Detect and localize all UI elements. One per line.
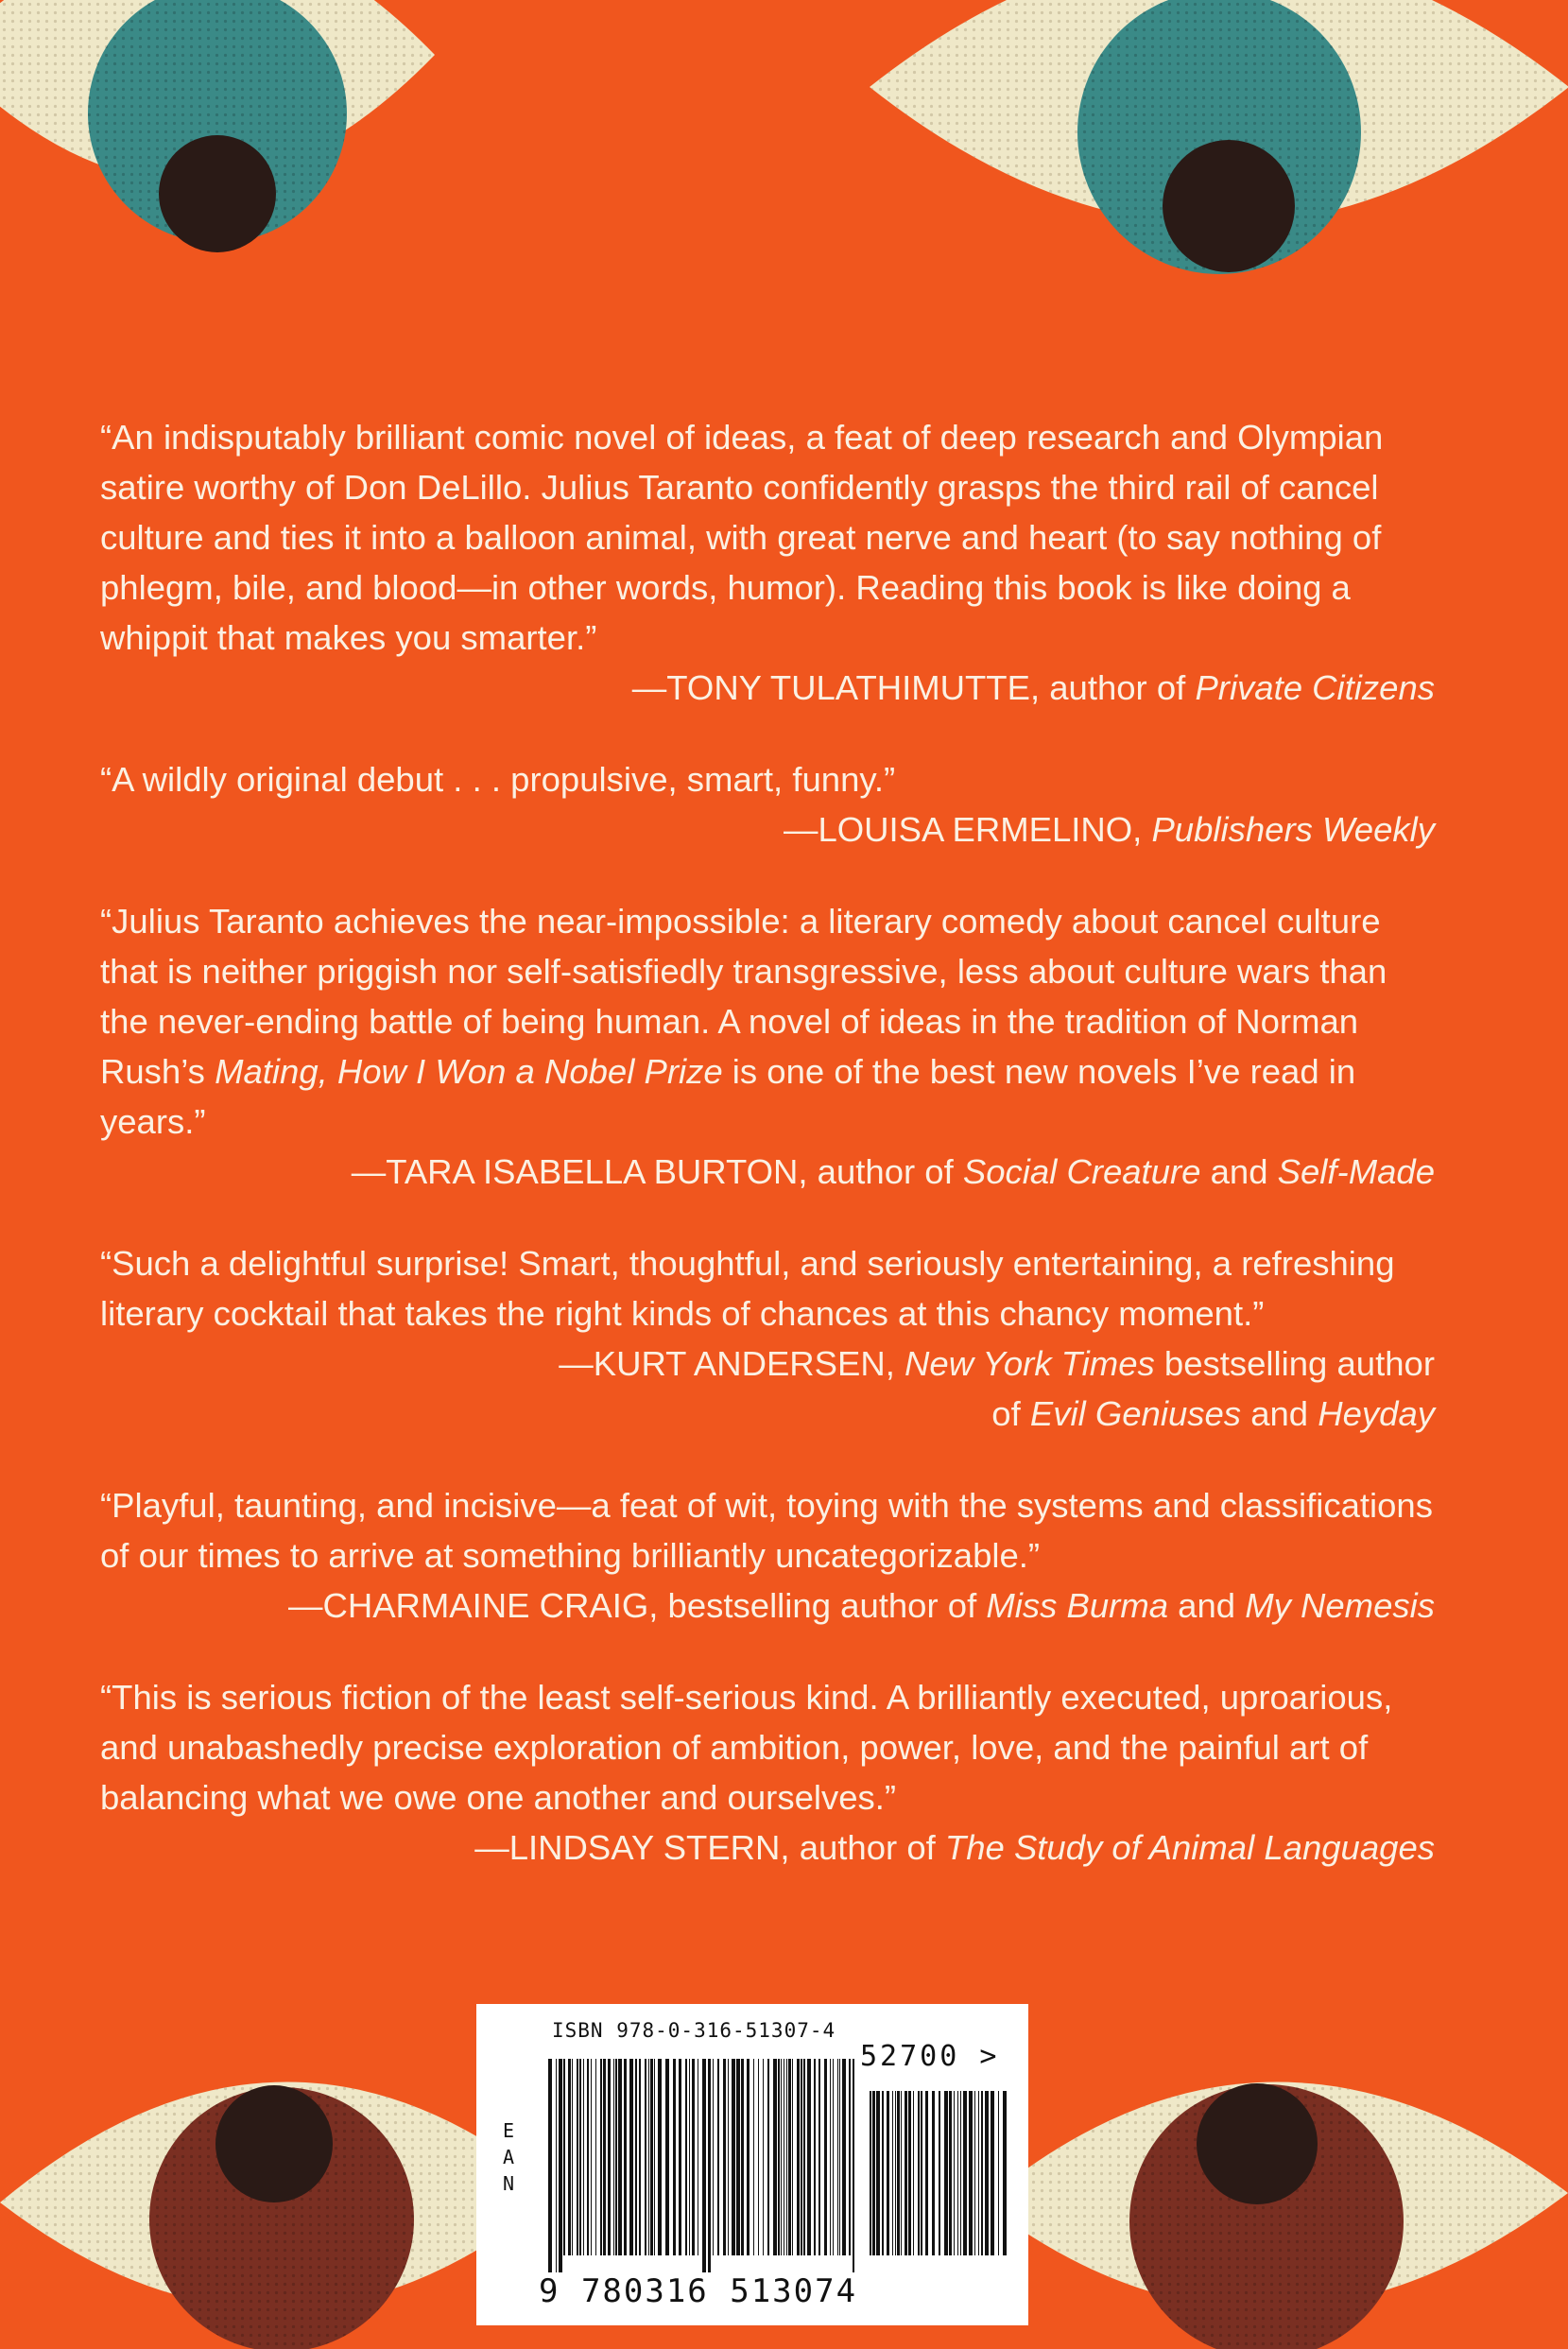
barcode-bar <box>870 2091 871 2255</box>
barcode-bar <box>587 2059 589 2255</box>
barcode-bar <box>954 2091 955 2255</box>
barcode-bar <box>849 2059 851 2255</box>
barcode-bar <box>1003 2091 1007 2255</box>
barcode-bar <box>689 2059 690 2255</box>
barcode-bar <box>969 2091 973 2255</box>
barcode-bar <box>797 2059 800 2255</box>
barcode-bar <box>635 2059 637 2255</box>
barcode-bar <box>788 2059 791 2255</box>
barcode-bar <box>801 2059 802 2255</box>
barcode-bar <box>985 2091 989 2255</box>
blurbs <box>100 412 1435 1914</box>
blurb-attribution: —TONY TULATHIMUTTE, author of Private Citizens <box>631 668 1435 707</box>
barcode-bar <box>763 2059 764 2255</box>
barcode-bar <box>897 2091 900 2255</box>
barcode-bar <box>887 2091 889 2255</box>
price-code: 52700 > <box>860 2040 1000 2073</box>
barcode-bar <box>713 2059 714 2255</box>
blurb-4 <box>100 1238 1435 1439</box>
barcode-bar <box>624 2059 627 2255</box>
barcode-bar <box>613 2059 614 2255</box>
barcode-bar <box>781 2059 782 2255</box>
barcode-bar <box>978 2091 979 2255</box>
barcode-bar <box>892 2091 893 2255</box>
barcode-bar <box>600 2059 602 2255</box>
barcode-bar <box>901 2091 902 2255</box>
barcode-bar <box>767 2059 769 2255</box>
barcode-bar <box>639 2059 641 2255</box>
barcode-bar <box>963 2091 967 2255</box>
eye-bottom-right <box>983 2081 1568 2349</box>
isbn-label: ISBN 978-0-316-51307-4 <box>552 2019 836 2042</box>
barcode-bar <box>882 2091 884 2255</box>
barcode-bar <box>807 2059 811 2255</box>
barcode-bar <box>998 2091 999 2255</box>
barcode-bar <box>708 2059 711 2272</box>
barcode-bar <box>685 2059 687 2255</box>
barcode-bar <box>981 2091 983 2255</box>
barcode-bar <box>833 2059 834 2255</box>
blurb-quote: “An indisputably brilliant comic novel of ideas, a feat of deep research and Olympian satire worthy of Don DeLillo. Julius Taranto confidently grasps the third rail of cancel culture and ties it into a balloon animal, with great nerve and heart (to say nothing of phlegm, bile, and blood—in other words, humor). Reading this book is like doing a whippit that makes you smarter.” <box>100 418 1384 657</box>
barcode-bar <box>736 2059 740 2255</box>
barcode-bar <box>792 2059 793 2255</box>
barcode-bar <box>921 2091 922 2255</box>
barcode-bar <box>753 2059 754 2255</box>
barcode-bar <box>591 2059 592 2255</box>
barcode-bar <box>728 2059 729 2255</box>
barcode-bar <box>717 2059 719 2255</box>
blurb-attribution: —KURT ANDERSEN, New York Times bestselling author of Evil Geniuses and Heyday <box>559 1344 1435 1433</box>
barcode-bar <box>723 2059 726 2255</box>
blurb-quote: “Julius Taranto achieves the near-impossible: a literary comedy about cancel culture that is neither priggish nor self-satisfiedly transgressive, less about culture wars than the never-ending battle of being human. A novel of ideas in the tradition of Norman Rush’s Mating, How I Won a Nobel Prize is one of the best new novels I’ve read in years.” <box>100 902 1387 1141</box>
barcode-bar <box>615 2059 617 2255</box>
barcode-bar <box>803 2059 805 2255</box>
barcode-bar <box>974 2091 975 2255</box>
barcode-bar <box>918 2091 920 2255</box>
barcode-bar <box>758 2059 759 2255</box>
blurb-attribution: —TARA ISABELLA BURTON, author of Social Creature and Self-Made <box>351 1152 1435 1191</box>
eye-top-left <box>0 0 435 252</box>
barcode-bars <box>548 2059 860 2272</box>
blurb-attribution: —CHARMAINE CRAIG, bestselling author of Miss Burma and My Nemesis <box>287 1586 1435 1625</box>
blurb-1 <box>100 412 1435 713</box>
barcode-bar <box>939 2091 940 2255</box>
barcode-bar <box>908 2091 911 2255</box>
barcode-bar <box>679 2059 681 2255</box>
blurb-quote: “Playful, taunting, and incisive—a feat of wit, toying with the systems and classifications of our times to arrive at something brilliantly uncategorizable.” <box>100 1486 1433 1575</box>
blurb-quote: “Such a delightful surprise! Smart, thoughtful, and seriously entertaining, a refreshing literary cocktail that takes the right kinds of chances at this chancy moment.” <box>100 1244 1395 1333</box>
barcode-bar <box>876 2091 880 2255</box>
barcode-bar <box>568 2059 571 2255</box>
barcode-bar <box>824 2059 827 2255</box>
barcode-bar <box>773 2059 777 2255</box>
barcode-bar <box>837 2059 838 2255</box>
barcode-bar <box>648 2059 649 2255</box>
blurb-quote: “This is serious fiction of the least self-serious kind. A brilliantly executed, uproarious, and unabashedly precise exploration of ambition, power, love, and the painful art of balancing what we owe one another and ourselves.” <box>100 1678 1393 1817</box>
barcode-bar <box>786 2059 787 2255</box>
barcode-bar <box>913 2091 914 2255</box>
barcode-bar <box>583 2059 584 2255</box>
barcode-bar <box>944 2091 948 2255</box>
blurb-2 <box>100 754 1435 855</box>
blurb-5 <box>100 1480 1435 1631</box>
barcode-bar <box>818 2059 820 2255</box>
barcode-bar <box>702 2059 706 2272</box>
blurb-6 <box>100 1672 1435 1873</box>
barcode-bar <box>830 2059 831 2255</box>
barcode-bar <box>603 2059 606 2255</box>
eye-top-right <box>870 0 1568 274</box>
barcode-bar <box>665 2059 669 2255</box>
barcode-bar <box>957 2091 958 2255</box>
blurb-quote: “A wildly original debut . . . propulsive, smart, funny.” <box>100 760 896 799</box>
barcode-bar <box>556 2059 557 2272</box>
ean-label: E A N <box>502 2119 515 2195</box>
barcode-bar <box>645 2059 646 2255</box>
barcode-bar <box>577 2059 578 2255</box>
barcode-bar <box>572 2059 573 2255</box>
eye-bottom-left <box>0 2081 558 2349</box>
barcode-bar <box>608 2059 611 2255</box>
barcode-bar <box>548 2059 552 2272</box>
blurb-attribution: —LINDSAY STERN, author of The Study of Animal Languages <box>474 1828 1435 1867</box>
barcode-bar <box>732 2059 735 2255</box>
barcode-bar <box>925 2091 928 2255</box>
blurb-3 <box>100 896 1435 1197</box>
barcode-bar <box>658 2059 662 2255</box>
barcode-bar <box>853 2059 854 2272</box>
barcode-bar <box>960 2091 961 2255</box>
isbn-barcode <box>476 2004 1028 2325</box>
barcode-bar <box>563 2059 565 2255</box>
barcode-bar <box>692 2059 695 2255</box>
barcode-bar <box>579 2059 581 2255</box>
barcode-bar <box>842 2059 846 2255</box>
barcode-bar <box>595 2059 596 2255</box>
barcode-bar <box>673 2059 676 2255</box>
barcode-bar <box>741 2059 744 2255</box>
barcode-bar <box>839 2059 840 2255</box>
barcode-bar <box>654 2059 655 2255</box>
blurb-attribution: —LOUISA ERMELINO, Publishers Weekly <box>783 810 1435 849</box>
barcode-bar <box>991 2091 994 2255</box>
barcode-bar <box>559 2059 562 2272</box>
barcode-bar <box>778 2059 780 2255</box>
barcode-bar <box>618 2059 622 2255</box>
barcode-digits: 9 780316 513074 <box>539 2272 858 2310</box>
barcode-bar <box>650 2059 653 2255</box>
barcode-bar <box>932 2091 935 2255</box>
barcode-bar <box>905 2091 907 2255</box>
barcode-addon-bars <box>870 2091 1011 2272</box>
barcode-bar <box>629 2059 633 2255</box>
barcode-bar <box>747 2059 750 2255</box>
barcode-bar <box>895 2091 896 2255</box>
barcode-bar <box>949 2091 952 2255</box>
barcode-bar <box>872 2091 875 2255</box>
barcode-bar <box>814 2059 816 2255</box>
